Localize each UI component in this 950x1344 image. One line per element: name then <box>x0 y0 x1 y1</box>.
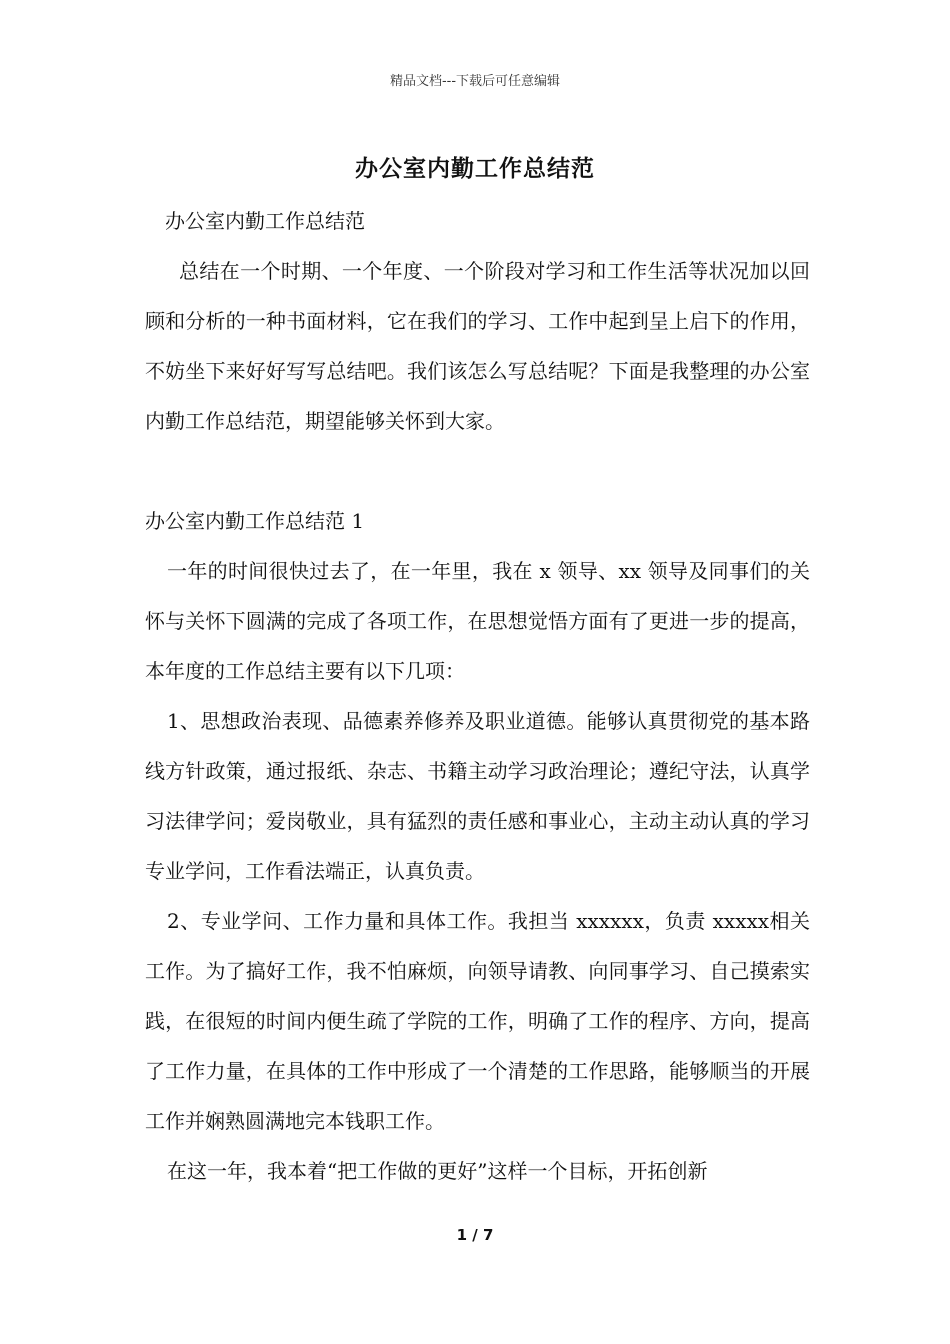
header-note: 精品文档---下载后可任意编辑 <box>389 74 561 89</box>
body-paragraph: 1、思想政治表现、品德素养修养及职业道德。能够认真贯彻党的基本路线方针政策，通过报纸、杂志、书籍主动学习政治理论；遵纪守法，认真学习法律学问；爱岗敬业，具有猛烈的责任感和事业心，主动主动认真的学习专业学问，工作看法端正，认真负责。 <box>145 709 810 883</box>
document-title: 办公室内勤工作总结范 <box>355 155 595 182</box>
page-number: 1 / 7 <box>456 1226 494 1244</box>
intro-paragraph: 总结在一个时期、一个年度、一个阶段对学习和工作生活等状况加以回顾和分析的一种书面材料，它在我们的学习、工作中起到呈上启下的作用，不妨坐下来好好写写总结吧。我们该怎么写总结呢？下面是我整理的办公室内勤工作总结范，期望能够关怀到大家。 <box>145 259 810 433</box>
document-subtitle: 办公室内勤工作总结范 <box>165 209 365 233</box>
body-paragraph: 在这一年，我本着“把工作做的更好”这样一个目标，开拓创新 <box>167 1159 708 1183</box>
section-heading: 办公室内勤工作总结范 1 <box>145 509 365 533</box>
body-paragraph: 一年的时间很快过去了，在一年里，我在 x 领导、xx 领导及同事们的关怀与关怀下圆满的完成了各项工作，在思想觉悟方面有了更进一步的提高，本年度的工作总结主要有以下几项： <box>145 559 810 683</box>
body-paragraph: 2、专业学问、工作力量和具体工作。我担当 xxxxxx，负责 xxxxx相关工作。为了搞好工作，我不怕麻烦，向领导请教、向同事学习、自己摸索实践，在很短的时间内便生疏了学院的工作，明确了工作的程序、方向，提高了工作力量，在具体的工作中形成了一个清楚的工作思路，能够顺当的开展工作并娴熟圆满地完本钱职工作。 <box>145 909 810 1133</box>
paragraph-spacer <box>145 446 810 496</box>
document-body <box>145 196 810 1196</box>
